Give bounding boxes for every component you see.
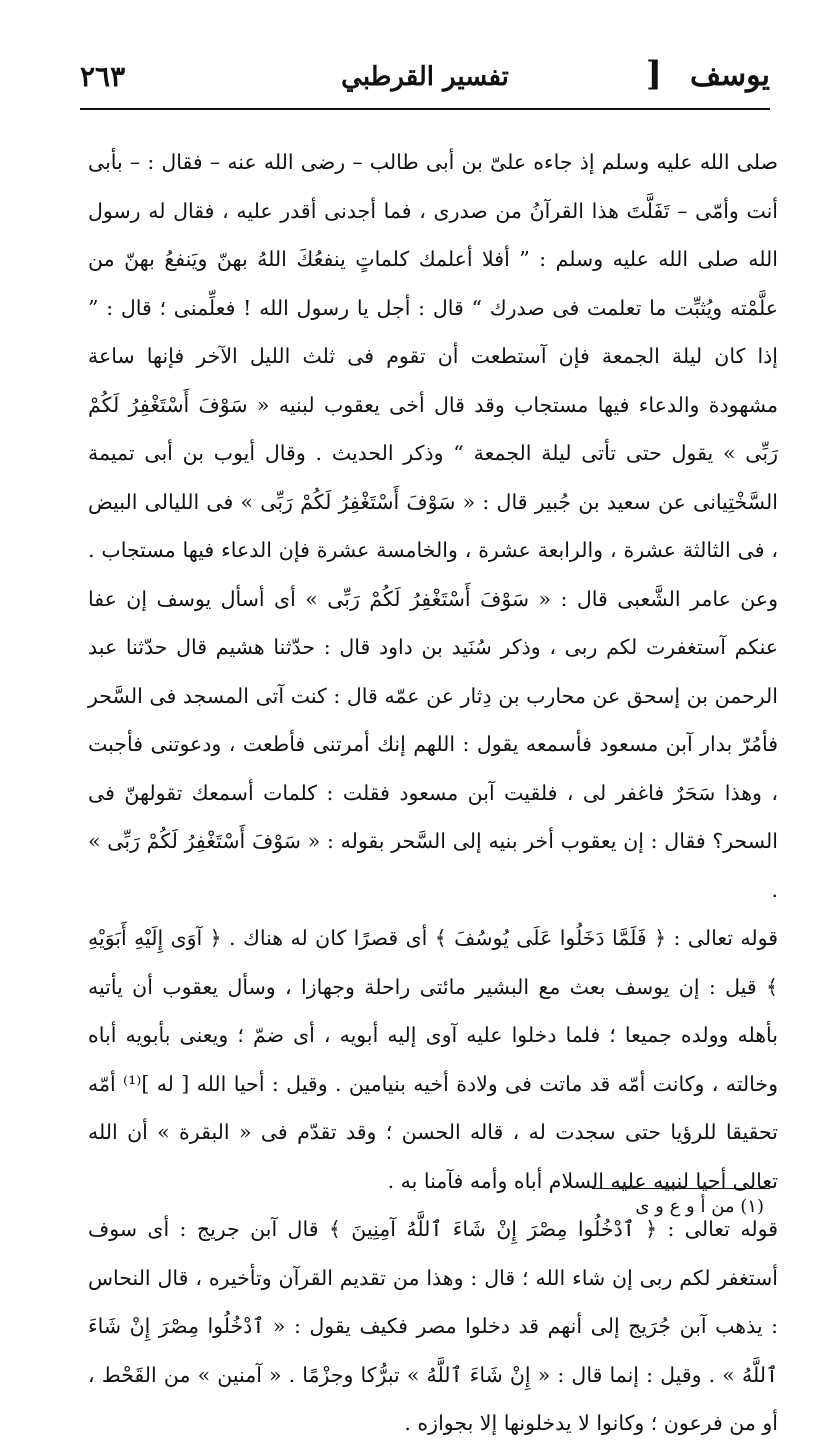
page-body: [88, 138, 778, 1448]
header-divider: [80, 108, 770, 110]
paragraph-enter-egypt: قوله تعالى : ﴿ ٱدْخُلُوا مِصْرَ إِنْ شَاءَ ٱللَّهُ آمِنِينَ ﴾ قال آبن جريج : أى سوف أستغفر لكم ربى إن شاء الله ؛ قال : وهذا من تقديم القرآن وتأخيره ، قال النحاس : يذهب آبن جُرَيج إلى أنهم قد دخلوا مصر فكيف يقول : « ٱدْخُلُوا مِصْرَ إِنْ شَاءَ ٱللَّهُ » . وقيل : إنما قال : « إِنْ شَاءَ ٱللَّهُ » تبرُّكا وجزْمًا . « آمنين » من القَحْط ، أو من فرعون ؛ وكانوا لا يدخلونها إلا بجوازه .: [88, 1217, 778, 1435]
paragraph-verse-99: قوله تعالى : ﴿ فَلَمَّا دَخَلُوا عَلَى يُوسُفَ ﴾ أى قصرًا كان له هناك . ﴿ آوَى إِلَيْهِ أَبَوَيْهِ ﴾ قيل : إن يوسف بعث مع البشير مائتى راحلة وجهازا ، وسأل يعقوب أن يأتيه بأهله وولده جميعا ؛ فلما دخلوا عليه آوى إليه أبويه ، أى ضمّ ؛ ويعنى بأبويه أباه وخالته ، وكانت أمّه قد ماتت فى ولادة أخيه بنيامين . وقيل : أحيا الله [ له ]⁽¹⁾ أمّه تحقيقا للرؤيا حتى سجدت له ، قاله الحسن ؛ وقد تقدّم فى « البقرة » أن الله تعالى أحيا لنبيه عليه السلام أباه وأمه فآمنا به .: [88, 926, 779, 1193]
running-header-surah: يوسف: [689, 58, 770, 93]
footnote-divider: [592, 1188, 770, 1189]
header-bracket: ]: [645, 54, 662, 94]
page-number: ٢٦٣: [80, 60, 126, 93]
paragraph-hadith: صلى الله عليه وسلم إذ جاءه علىّ بن أبى طالب – رضى الله عنه – فقال : – بأبى أنت وأمّى – تَفَلَّتَ هذا القرآنُ من صدرى ، فما أجدنى أقدر عليه ، فقال له رسول الله صلى الله عليه وسلم : ” أفلا أعلمك كلماتٍ ينفعُكَ اللهُ بهنّ ويَنفعُ بهنّ من علَّمْته ويُثبِّت ما تعلمت فى صدرك “ قال : أجل يا رسول الله ! فعلِّمنى ؛ قال : ” إذا كان ليلة الجمعة فإن آستطعت أن تقوم فى ثلث الليل الآخر فإنها ساعة مشهودة والدعاء فيها مستجاب وقد قال أخى يعقوب لبنيه « سَوْفَ أَسْتَغْفِرُ لَكُمْ رَبِّى » يقول حتى تأتى ليلة الجمعة “ وذكر الحديث . وقال أيوب بن أبى تميمة السَّخْتِيانى عن سعيد بن جُبير قال : « سَوْفَ أَسْتَغْفِرُ لَكُمْ رَبِّى » فى الليالى البيض ، فى الثالثة عشرة ، والرابعة عشرة ، والخامسة عشرة فإن الدعاء فيها مستجاب . وعن عامر الشَّعبى قال : « سَوْفَ أَسْتَغْفِرُ لَكُمْ رَبِّى » أى أسأل يوسف إن عفا عنكم آستغفرت لكم ربى ، وذكر سُنَيد بن داود قال : حدّثنا هشيم قال حدّثنا عبد الرحمن بن إسحق عن محارب بن دِثار عن عمّه قال : كنت آتى المسجد فى السَّحر فأمُرّ بدار آبن مسعود فأسمعه يقول : اللهم إنك أمرتنى فأطعت ، ودعوتنى فأجبت ، وهذا سَحَرٌ فاغفر لى ، فلقيت آبن مسعود فقلت : كلمات أسمعك تقولهنّ فى السحر؟ فقال : إن يعقوب أخر بنيه إلى السَّحر بقوله : « سَوْفَ أَسْتَغْفِرُ لَكُمْ رَبِّى » .: [88, 150, 779, 902]
page-header: [80, 52, 770, 106]
running-header-title: تفسير القرطبي: [341, 62, 509, 92]
footnote: (١) من أ و ع و ى: [635, 1196, 764, 1217]
